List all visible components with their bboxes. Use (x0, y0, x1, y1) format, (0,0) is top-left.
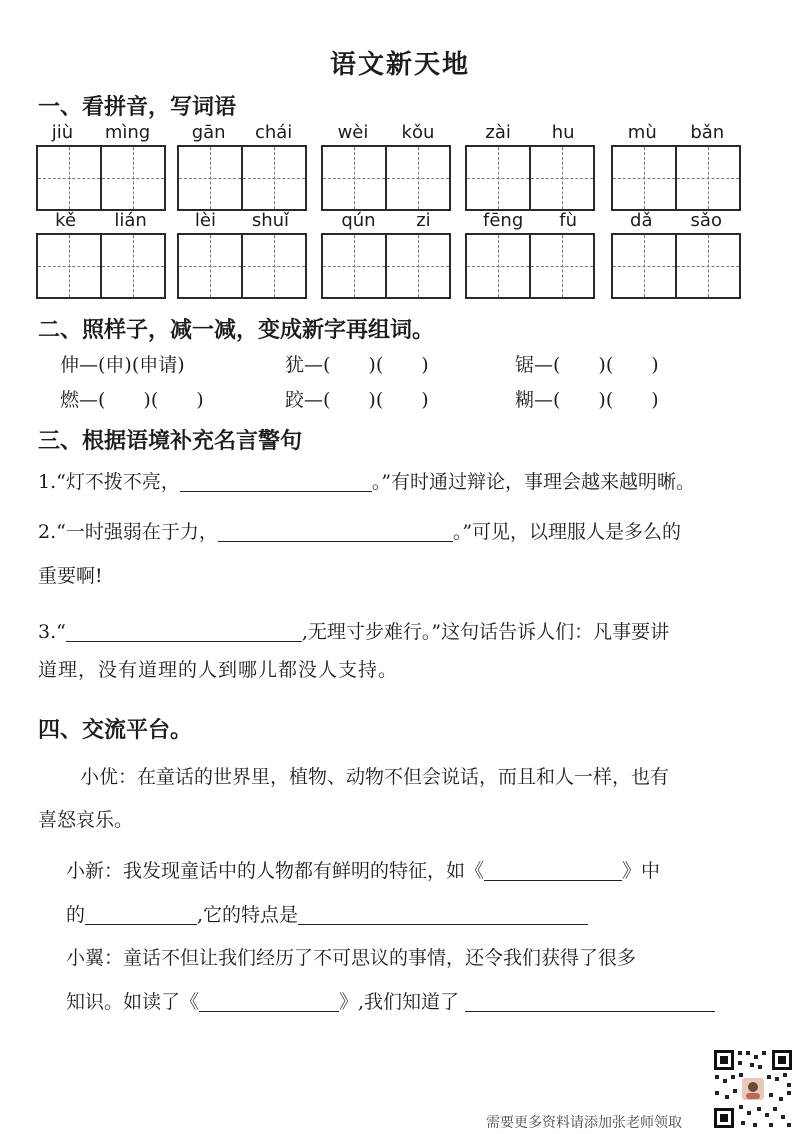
s2-item-5: 跤—( )( ) (285, 389, 429, 411)
q3-prefix: 3.“ (38, 621, 66, 643)
writing-cell[interactable] (385, 147, 449, 209)
writing-cell[interactable] (179, 147, 241, 209)
writing-grid (611, 145, 741, 211)
pinyin-syllable: fù (559, 210, 577, 231)
writing-cell[interactable] (529, 147, 593, 209)
xiaoxin-d: ,它的特点是 (197, 904, 299, 926)
xiaoyou-line2: 喜怒哀乐。 (38, 809, 134, 831)
section1-heading: 一、看拼音，写词语 (38, 94, 237, 120)
writing-cell[interactable] (323, 147, 385, 209)
section3-heading: 三、根据语境补充名言警句 (38, 428, 303, 454)
xiaoyou-line1: 小优：在童话的世界里，植物、动物不但会说话，而且和人一样，也有 (80, 766, 670, 788)
pinyin-pair (36, 210, 166, 231)
writing-grid (321, 145, 451, 211)
xiaoxin-b: 》中 (622, 860, 661, 882)
pinyin-syllable: qún (341, 210, 376, 231)
writing-cell[interactable] (675, 147, 739, 209)
pinyin-syllable: chái (254, 122, 293, 143)
writing-cell[interactable] (38, 235, 100, 297)
section2-heading: 二、照样子，减一减，变成新字再组词。 (38, 317, 435, 343)
knowledge-blank[interactable] (465, 991, 715, 1012)
pinyin-pair (611, 122, 741, 143)
pinyin-syllable: lèi (194, 210, 216, 231)
xiaoxin-line1 (66, 856, 660, 883)
pinyin-syllable: wèi (337, 122, 369, 143)
pinyin-pair (465, 210, 595, 231)
writing-grid (36, 145, 166, 211)
xiaoyi-a: 知识。如读了《 (66, 991, 200, 1013)
pinyin-syllable: shuǐ (251, 210, 290, 231)
writing-cell[interactable] (613, 147, 675, 209)
writing-cell[interactable] (613, 235, 675, 297)
pinyin-pair (465, 122, 595, 143)
quote-question-3 (38, 617, 669, 644)
pinyin-syllable: zài (485, 122, 511, 143)
pinyin-pair (177, 122, 307, 143)
q1-blank[interactable] (180, 471, 372, 492)
writing-cell[interactable] (529, 235, 593, 297)
q2-prefix: 2.“一时强弱在于力， (38, 521, 218, 543)
writing-cell[interactable] (38, 147, 100, 209)
pinyin-syllable: fēng (483, 210, 524, 231)
writing-grid (611, 233, 741, 299)
writing-grid (465, 233, 595, 299)
quote-question-2 (38, 517, 681, 544)
qr-code-svg (712, 1048, 794, 1130)
pinyin-pair (36, 122, 166, 143)
character-blank[interactable] (85, 904, 197, 925)
pinyin-syllable: mìng (104, 122, 151, 143)
s2-item-4: 燃—( )( ) (60, 389, 204, 411)
xiaoxin-c: 的 (66, 904, 86, 926)
pinyin-syllable: gān (191, 122, 226, 143)
section4-heading: 四、交流平台。 (38, 717, 193, 743)
s2-item-3: 锯—( )( ) (515, 354, 659, 376)
pinyin-syllable: jiù (51, 122, 74, 143)
writing-cell[interactable] (179, 235, 241, 297)
s2-item-6: 糊—( )( ) (515, 389, 659, 411)
pinyin-syllable: mù (627, 122, 657, 143)
s2-item-1: 伸—(申)(申请) (60, 354, 185, 376)
xiaoyi-b: 》,我们知道了 (339, 991, 460, 1013)
pinyin-syllable: lián (114, 210, 147, 231)
q2-blank[interactable] (218, 521, 453, 542)
page-title: 语文新天地 (329, 50, 470, 80)
xiaoxin-line2 (66, 900, 588, 927)
xiaoyi-line2 (66, 987, 715, 1014)
pinyin-syllable: bǎn (690, 122, 725, 143)
writing-grid (177, 233, 307, 299)
qr-code-icon (712, 1048, 794, 1130)
pinyin-syllable: kǒu (401, 122, 435, 143)
book-title-blank-1[interactable] (484, 860, 622, 881)
writing-cell[interactable] (323, 235, 385, 297)
xiaoxin-a: 小新：我发现童话中的人物都有鲜明的特征，如《 (66, 860, 485, 882)
writing-cell[interactable] (241, 235, 305, 297)
pinyin-pair (611, 210, 741, 231)
footer-note: 需要更多资料请添加张老师领取 (486, 1115, 682, 1131)
writing-grid (177, 145, 307, 211)
q1-suffix: 。”有时通过辩论，事理会越来越明晰。 (371, 471, 696, 493)
s2-item-2: 犹—( )( ) (285, 354, 429, 376)
writing-cell[interactable] (385, 235, 449, 297)
writing-cell[interactable] (241, 147, 305, 209)
writing-cell[interactable] (675, 235, 739, 297)
writing-cell[interactable] (467, 235, 529, 297)
pinyin-syllable: sǎo (690, 210, 722, 231)
xiaoyi-line1: 小翼：童话不但让我们经历了不可思议的事情，还令我们获得了很多 (66, 947, 637, 969)
pinyin-pair (321, 210, 451, 231)
q2-line2: 重要啊! (38, 565, 103, 587)
q3-suffix: ,无理寸步难行。”这句话告诉人们：凡事要讲 (301, 621, 670, 643)
feature-blank[interactable] (298, 904, 588, 925)
quote-question-1 (38, 467, 695, 494)
pinyin-syllable: zi (416, 210, 431, 231)
writing-grid (36, 233, 166, 299)
pinyin-syllable: dǎ (630, 210, 653, 231)
pinyin-pair (321, 122, 451, 143)
writing-grid (465, 145, 595, 211)
q1-prefix: 1.“灯不拨不亮， (38, 471, 180, 493)
book-title-blank-2[interactable] (199, 991, 339, 1012)
q2-suffix: 。”可见，以理服人是多么的 (452, 521, 682, 543)
writing-cell[interactable] (467, 147, 529, 209)
q3-blank[interactable] (66, 621, 302, 642)
pinyin-syllable: kě (55, 210, 77, 231)
writing-grid (321, 233, 451, 299)
writing-cell[interactable] (100, 147, 164, 209)
q3-line2: 道理，没有道理的人到哪儿都没人支持。 (38, 659, 399, 681)
pinyin-pair (177, 210, 307, 231)
writing-cell[interactable] (100, 235, 164, 297)
pinyin-syllable: hu (551, 122, 575, 143)
